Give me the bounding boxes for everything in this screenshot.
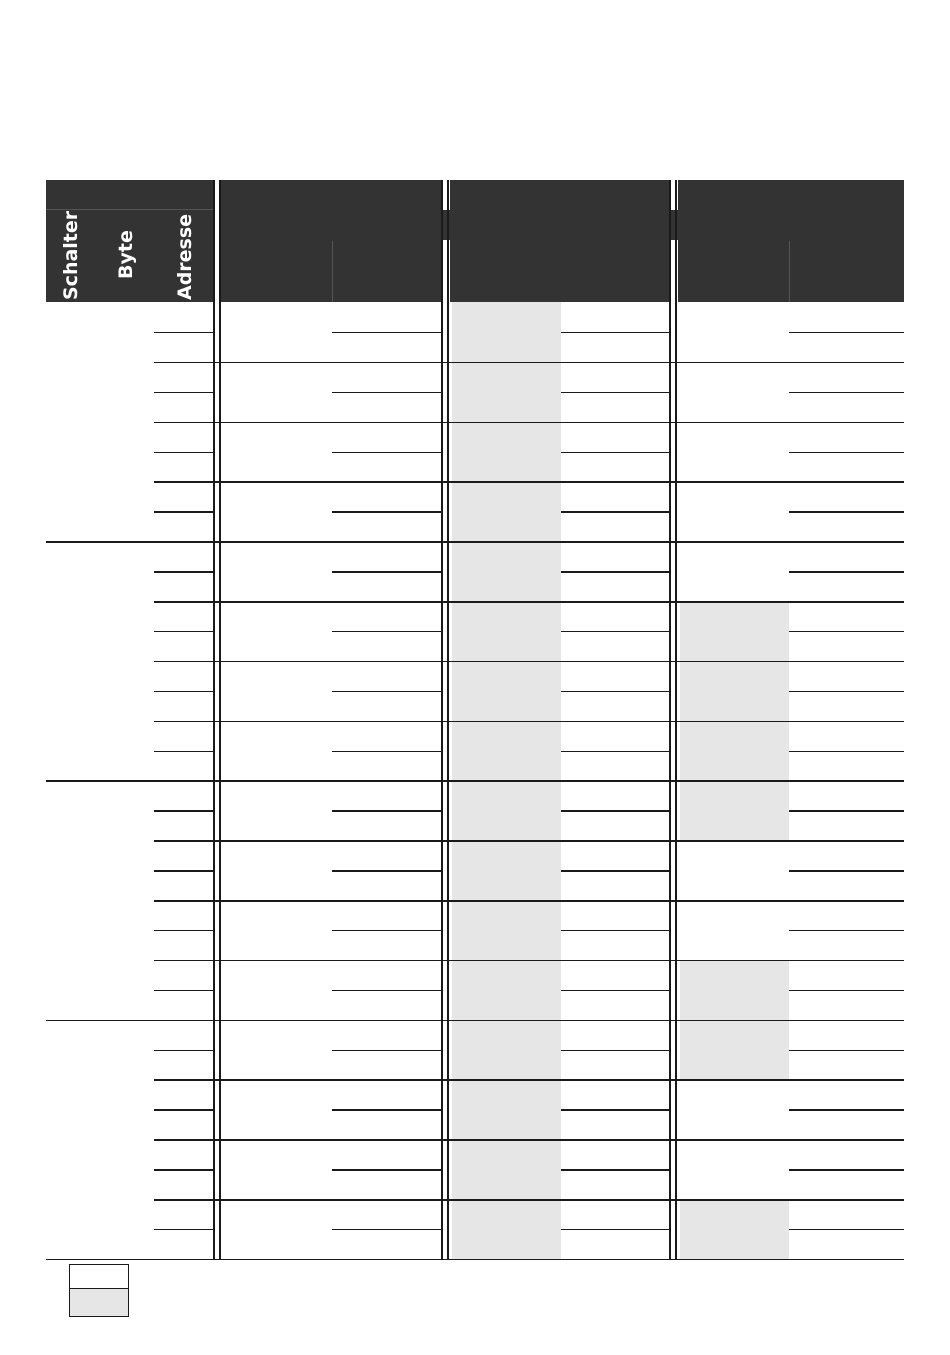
row-line-block-3	[789, 1109, 904, 1111]
column-divider-0	[219, 180, 221, 1259]
row-line-block-3	[789, 332, 904, 334]
row-line-block-2	[561, 332, 671, 334]
row-line-block-3	[789, 990, 904, 992]
row-line-block-2	[561, 870, 671, 872]
row-line-block-1	[332, 332, 443, 334]
row-line-adresse	[154, 990, 215, 992]
shade-block-3-2	[680, 1199, 789, 1259]
row-line-full	[154, 1139, 904, 1141]
row-line-block-1	[332, 631, 443, 633]
row-line-adresse	[154, 511, 215, 513]
row-line-full	[154, 721, 904, 723]
row-line-block-2	[561, 751, 671, 753]
row-line-block-2	[561, 990, 671, 992]
column-divider-1	[447, 180, 449, 1259]
row-line-block-3	[789, 392, 904, 394]
row-line-block-3	[789, 810, 904, 812]
row-line-adresse	[154, 1169, 215, 1171]
row-line-block-3	[789, 452, 904, 454]
row-line-full	[154, 1199, 904, 1201]
row-line-full	[154, 601, 904, 603]
row-line-block-3	[789, 1169, 904, 1171]
row-line-block-3	[789, 870, 904, 872]
row-line-full	[154, 481, 904, 483]
row-line-adresse	[154, 1050, 215, 1052]
legend-swatch-grey	[69, 1288, 129, 1317]
row-line-block-2	[561, 392, 671, 394]
row-line-full	[154, 362, 904, 364]
row-line-block-2	[561, 810, 671, 812]
row-line-full	[46, 541, 904, 543]
header-subcol-divider-3	[789, 241, 790, 302]
row-line-adresse	[154, 631, 215, 633]
row-line-block-1	[332, 571, 443, 573]
row-line-full	[46, 1259, 904, 1261]
row-line-block-2	[561, 1109, 671, 1111]
row-line-block-3	[789, 571, 904, 573]
legend-swatch-white	[69, 1264, 129, 1290]
header-label-byte: Byte	[115, 230, 137, 279]
row-line-block-3	[789, 1050, 904, 1052]
row-line-block-3	[789, 751, 904, 753]
row-line-block-2	[561, 930, 671, 932]
header-block-3	[678, 180, 904, 302]
row-line-block-3	[789, 511, 904, 513]
row-line-block-1	[332, 1109, 443, 1111]
row-line-block-1	[332, 751, 443, 753]
row-line-block-1	[332, 930, 443, 932]
row-line-block-1	[332, 990, 443, 992]
row-line-block-2	[561, 1050, 671, 1052]
header-label-schalter: Schalter	[60, 210, 82, 300]
header-subcol-divider-1	[332, 241, 333, 302]
row-line-block-2	[561, 571, 671, 573]
row-line-adresse	[154, 1109, 215, 1111]
row-line-block-1	[332, 691, 443, 693]
row-line-block-2	[561, 1229, 671, 1231]
row-line-block-3	[789, 930, 904, 932]
row-line-block-2	[561, 631, 671, 633]
row-line-block-1	[332, 1050, 443, 1052]
row-line-block-1	[332, 1229, 443, 1231]
column-divider-0	[213, 180, 215, 1259]
row-line-full	[46, 780, 904, 782]
row-line-adresse	[154, 930, 215, 932]
column-divider-2	[669, 180, 671, 1259]
row-line-full	[154, 840, 904, 842]
row-line-block-3	[789, 1229, 904, 1231]
row-line-full	[154, 1079, 904, 1081]
row-line-full	[154, 960, 904, 962]
column-divider-2	[675, 180, 677, 1259]
column-divider-1	[441, 180, 443, 1259]
header-label-adresse: Adresse	[174, 213, 196, 300]
header-left-divider	[46, 209, 215, 210]
row-line-block-2	[561, 1169, 671, 1171]
row-line-adresse	[154, 1229, 215, 1231]
row-line-full	[46, 1020, 904, 1022]
row-line-adresse	[154, 452, 215, 454]
row-line-adresse	[154, 571, 215, 573]
header-block-2	[450, 180, 671, 302]
row-line-block-3	[789, 631, 904, 633]
row-line-block-1	[332, 511, 443, 513]
row-line-full	[154, 422, 904, 424]
row-line-adresse	[154, 810, 215, 812]
row-line-block-3	[789, 691, 904, 693]
row-line-adresse	[154, 691, 215, 693]
row-line-adresse	[154, 392, 215, 394]
row-line-full	[154, 900, 904, 902]
row-line-full	[154, 661, 904, 663]
row-line-adresse	[154, 751, 215, 753]
row-line-block-1	[332, 1169, 443, 1171]
row-line-block-1	[332, 810, 443, 812]
row-line-block-1	[332, 392, 443, 394]
row-line-block-2	[561, 511, 671, 513]
row-line-block-1	[332, 870, 443, 872]
row-line-block-2	[561, 452, 671, 454]
row-line-adresse	[154, 332, 215, 334]
row-line-block-1	[332, 452, 443, 454]
row-line-block-2	[561, 691, 671, 693]
row-line-adresse	[154, 870, 215, 872]
